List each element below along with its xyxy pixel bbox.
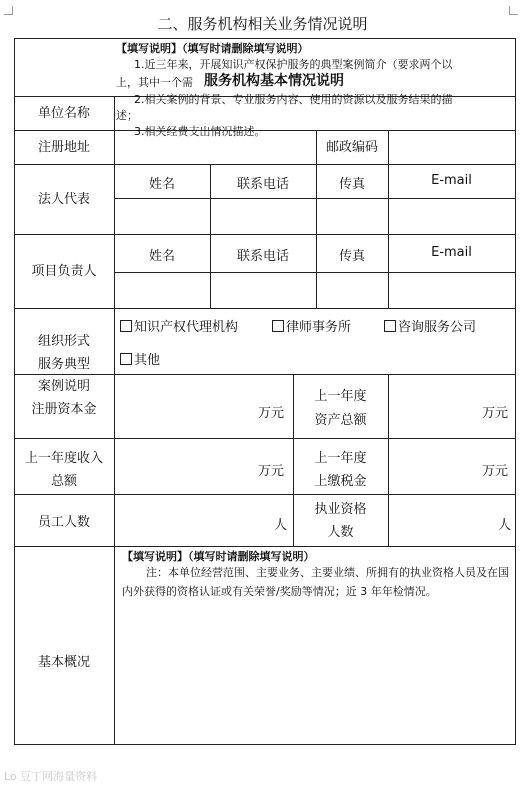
staff-count-label: 员工人数 xyxy=(37,515,90,530)
legal-rep-name-header: 姓名 xyxy=(148,177,175,192)
case-note-line-1: 1.近三年来，开展知识产权保护服务的典型案例简介（要求两个以 xyxy=(134,58,453,71)
case-note-line-5: 3.相关经费支出情况描述。 xyxy=(134,125,266,138)
case-note-line-3: 2.相关案例的背景、专业服务内容、使用的资源以及服务结果的描 xyxy=(134,93,453,106)
overview-note-body: 注：本单位经营范围、主要业务、主要业绩、所拥有的执业资格人员及在国内外获得的资格认证或有关荣誉/奖励等情况；近 3 年年检情况。 xyxy=(122,566,509,598)
staff-count-unit: 人 xyxy=(274,518,288,533)
project-lead-email-header: E-mail xyxy=(431,245,472,260)
checkbox-icon[interactable] xyxy=(384,320,396,332)
case-desc-label: 案例说明 xyxy=(37,379,90,394)
org-option-label: 其他 xyxy=(134,353,161,368)
checkbox-icon[interactable] xyxy=(120,320,132,332)
project-lead-name-header: 姓名 xyxy=(148,249,175,264)
overview-note-header: 【填写说明】（填写时请删除填写说明） xyxy=(122,550,315,563)
row-line xyxy=(14,234,516,235)
org-option-other[interactable] xyxy=(120,349,160,368)
prev-income-label-line-2: 总额 xyxy=(50,474,77,489)
prev-income-unit: 万元 xyxy=(258,464,285,479)
basic-overview-label: 基本概况 xyxy=(37,655,90,670)
prev-assets-label-line-2: 资产总额 xyxy=(314,413,367,428)
legal-rep-email-header: E-mail xyxy=(431,173,472,188)
reg-capital-label: 注册资本金 xyxy=(31,402,97,417)
checkbox-icon[interactable] xyxy=(272,320,284,332)
row-line xyxy=(14,494,516,495)
col-line xyxy=(388,374,389,546)
project-lead-phone-header: 联系电话 xyxy=(236,249,289,264)
prev-tax-unit: 万元 xyxy=(482,464,509,479)
case-note-line-2: 上，其中一个需 xyxy=(116,76,193,89)
org-option-ip-agency[interactable] xyxy=(120,316,238,335)
legal-rep-fax-header: 传真 xyxy=(338,177,365,192)
prev-tax-label-line-2: 上缴税金 xyxy=(314,474,367,489)
org-option-label: 知识产权代理机构 xyxy=(134,320,239,335)
legal-rep-label: 法人代表 xyxy=(37,192,90,207)
row-line xyxy=(114,198,516,199)
row-line xyxy=(114,272,516,273)
row-line xyxy=(14,438,516,439)
project-lead-fax-header: 传真 xyxy=(338,249,365,264)
licensed-staff-label-line-2: 人数 xyxy=(327,525,354,540)
row-line xyxy=(14,164,516,165)
org-form-label-line-1: 组织形式 xyxy=(37,334,90,349)
prev-tax-label-line-1: 上一年度 xyxy=(314,451,367,466)
prev-assets-label-line-1: 上一年度 xyxy=(314,389,367,404)
org-option-label: 咨询服务公司 xyxy=(398,320,477,335)
org-form-label-line-2: 服务典型 xyxy=(37,357,90,372)
licensed-staff-unit: 人 xyxy=(498,518,512,533)
section-title: 二、服务机构相关业务情况说明 xyxy=(157,15,368,33)
col-line xyxy=(388,130,389,164)
prev-income-label-line-1: 上一年度收入 xyxy=(24,451,103,466)
org-option-label: 律师事务所 xyxy=(286,320,352,335)
licensed-staff-label-line-1: 执业资格 xyxy=(314,502,367,517)
unit-name-label: 单位名称 xyxy=(37,106,90,121)
case-note-line-4: 述； xyxy=(116,109,138,122)
project-lead-label: 项目负责人 xyxy=(31,264,97,279)
org-option-consulting[interactable] xyxy=(384,316,476,335)
org-option-law-firm[interactable] xyxy=(272,316,351,335)
prev-assets-unit: 万元 xyxy=(482,406,509,421)
reg-address-label: 注册地址 xyxy=(37,140,90,155)
label-column-divider xyxy=(114,96,115,745)
reg-capital-unit: 万元 xyxy=(258,406,285,421)
row-line xyxy=(14,308,516,309)
checkbox-icon[interactable] xyxy=(120,353,132,365)
table-border-right xyxy=(515,38,516,745)
basic-info-heading: 服务机构基本情况说明 xyxy=(204,73,344,89)
table-border-bottom xyxy=(14,744,516,745)
case-note-header: 【填写说明】（填写时请删除填写说明） xyxy=(116,42,309,55)
legal-rep-phone-header: 联系电话 xyxy=(236,177,289,192)
watermark-text: Lo 豆丁网海量资料 xyxy=(4,770,98,783)
postcode-label: 邮政编码 xyxy=(325,140,378,155)
